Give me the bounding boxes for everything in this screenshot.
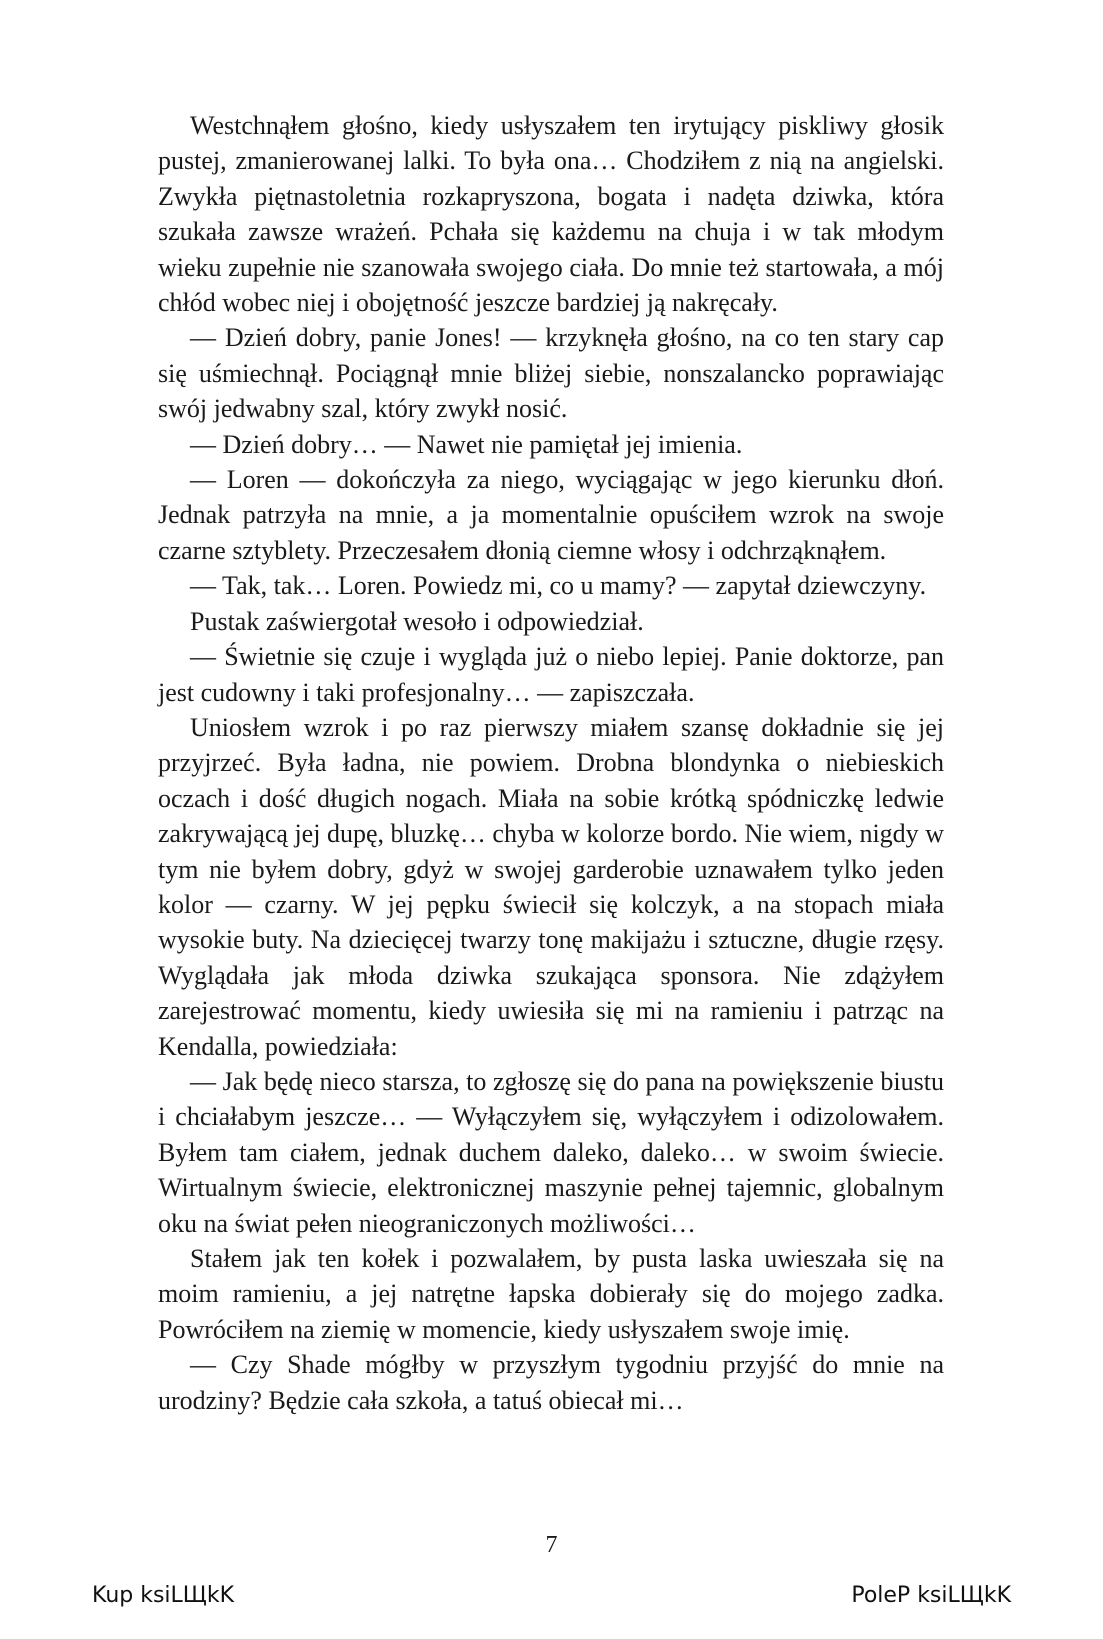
paragraph: — Świetnie się czuje i wygląda już o niebo lepiej. Panie doktorze, pan jest cudowny i taki profesjonalny… — zapiszczała. — [158, 642, 944, 707]
paragraph: — Loren — dokończyła za niego, wyciągając w jego kierunku dłoń. Jednak patrzyła na mnie, a ja momentalnie opuściłem wzrok na swoje czarne sztyblety. Przeczesałem dłonią ciemne włosy i odchrząknąłem. — [158, 465, 944, 565]
paragraph: Westchnąłem głośno, kiedy usłyszałem ten irytujący piskliwy głosik pustej, zmanierowanej lalki. To była ona… Chodziłem z nią na angielski. Zwykła piętnastoletnia rozkapryszona, bogata i nadęta dziwka, która szukała zawsze wrażeń. Pchała się każdemu na chuja i w tak młodym wieku zupełnie nie szanowała swojego ciała. Do mnie też startowała, a mój chłód wobec niej i obojętność jeszcze bardziej ją nakręcały. — [158, 111, 944, 318]
body-text — [158, 108, 944, 1418]
paragraph: — Tak, tak… Loren. Powiedz mi, co u mamy? — zapytał dziewczyny. — [190, 571, 927, 601]
paragraph: Stałem jak ten kołek i pozwalałem, by pusta laska uwieszała się na moim ramieniu, a jej natrętne łapska dobierały się do mojego zadka. Powróciłem na ziemię w momencie, kiedy usłyszałem swoje imię. — [158, 1244, 944, 1344]
buy-book-link[interactable]: Kup ksiLЩkK — [92, 1583, 235, 1608]
paragraph: — Jak będę nieco starsza, to zgłoszę się do pana na powiększenie biustu i chciałabym jeszcze… — Wyłączyłem się, wyłączyłem i odizolowałem. Byłem tam ciałem, jednak duchem daleko, daleko… w swoim świecie. Wirtualnym świecie, elektronicznej maszynie pełnej tajemnic, globalnym oku na świat pełen nieograniczonych możliwości… — [158, 1066, 944, 1238]
page-number: 7 — [545, 1532, 558, 1558]
paragraph: Pustak zaświergotał wesoło i odpowiedział. — [190, 606, 644, 636]
recommend-book-link[interactable]: PoleP ksiLЩkK — [851, 1583, 1011, 1608]
paragraph: Uniosłem wzrok i po raz pierwszy miałem szansę dokładnie się jej przyjrzeć. Była ładna, nie powiem. Drobna blondynka o niebieskich oczach i dość długich nogach. Miała na sobie krótką spódniczkę ledwie zakrywającą jej dupę, bluzkę… chyba w kolorze bordo. Nie wiem, nigdy w tym nie byłem dobry, gdyż w swojej garderobie uznawałem tylko jeden kolor — czarny. W jej pępku świecił się kolczyk, a na stopach miała wysokie buty. Na dziecięcej twarzy tonę makijażu i sztuczne, długie rzęsy. Wyglądała jak młoda dziwka szukająca sponsora. Nie zdążyłem zarejestrować momentu, kiedy uwiesiła się mi na ramieniu i patrząc na Kendalla, powiedziała: — [158, 712, 944, 1061]
paragraph: — Dzień dobry, panie Jones! — krzyknęła głośno, na co ten stary cap się uśmiechnął. Pociągnął mnie bliżej siebie, nonszalancko poprawiając swój jedwabny szal, który zwykł nosić. — [158, 323, 944, 424]
paragraph: — Czy Shade mógłby w przyszłym tygodniu przyjść do mnie na urodziny? Będzie cała szkoła, a tatuś obiecał mi… — [158, 1350, 944, 1415]
paragraph: — Dzień dobry… — Nawet nie pamiętał jej imienia. — [190, 429, 743, 459]
